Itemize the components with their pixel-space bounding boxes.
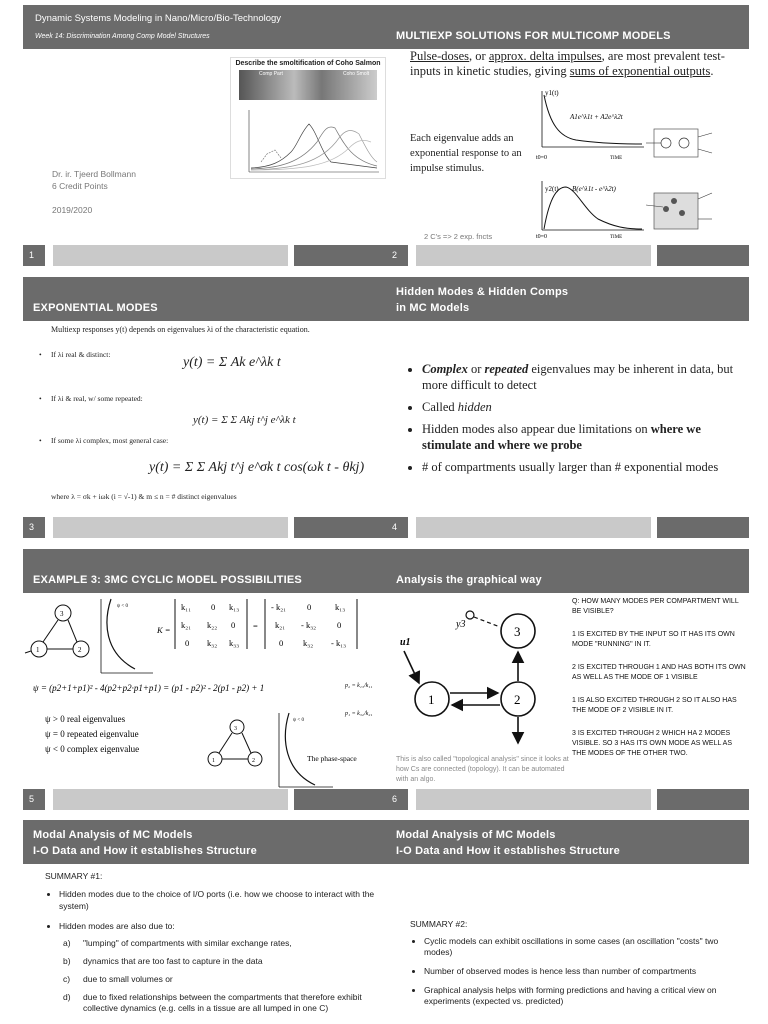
slide-3 bbox=[23, 277, 386, 549]
hidden-modes-list bbox=[406, 361, 749, 475]
slide-number: 3 bbox=[23, 517, 45, 538]
slide-header bbox=[23, 820, 386, 864]
cause-item bbox=[63, 938, 363, 949]
bullet-1 bbox=[422, 361, 749, 393]
cause-label: c) bbox=[63, 974, 71, 984]
bullet-1-rest: eigenvalues may be inherent in data, but more difficult to detect bbox=[422, 362, 734, 392]
equation-3: y(t) = Σ Σ Akj t^j e^σk t cos(ωk t - θkj) bbox=[149, 460, 365, 475]
svg-text:0: 0 bbox=[185, 638, 190, 648]
slide-title bbox=[33, 827, 257, 859]
credits: 6 Credit Points bbox=[52, 181, 108, 191]
output-label: y3 bbox=[456, 619, 466, 630]
cause-text: due to fixed relationships between the compartments that therefore exhibit collective dynamics (e.g. cells in a tissue are all lumped in one C) bbox=[83, 992, 362, 1013]
svg-text:1: 1 bbox=[36, 646, 40, 654]
footer-end bbox=[294, 789, 386, 810]
summary-bullet-3: • Graphical analysis helps with forming predictions and having a critical view on experiments (expected vs. predicted) bbox=[424, 985, 746, 1007]
k-matrix bbox=[156, 599, 357, 649]
slide-1 bbox=[23, 5, 386, 277]
slide-number: 4 bbox=[386, 517, 408, 538]
figure-label-left: Comp Part bbox=[259, 71, 283, 77]
lead-term-3: sums of exponential outputs bbox=[569, 64, 711, 78]
plot1-ylabel: y1(t) bbox=[545, 89, 559, 97]
slide-footer bbox=[23, 789, 386, 810]
phase-space-label: The phase-space bbox=[307, 754, 357, 763]
svg-text:k₂₁: k₂₁ bbox=[275, 620, 286, 630]
modes-explanation bbox=[572, 597, 747, 759]
svg-text:k₃₂: k₃₂ bbox=[207, 638, 218, 648]
psi-negative: ψ < 0 complex eigenvalue bbox=[45, 744, 140, 754]
slide-5 bbox=[23, 549, 386, 821]
salmon-figure bbox=[230, 57, 386, 179]
slide-footer bbox=[386, 245, 749, 266]
slide-header bbox=[23, 5, 386, 49]
svg-text:k₂₂: k₂₂ bbox=[207, 620, 218, 630]
bullet-3 bbox=[422, 421, 749, 453]
plot1-time: TIME bbox=[610, 156, 623, 161]
plot2-formula: B(e^λ1t - e^λ2t) bbox=[572, 185, 616, 193]
plot2-time: TIME bbox=[610, 235, 623, 239]
cause-text: dynamics that are too fast to capture in the data bbox=[83, 956, 263, 966]
footer-bar bbox=[53, 789, 288, 810]
svg-text:- k₃₂: - k₃₂ bbox=[301, 620, 317, 630]
svg-text:k₁₃: k₁₃ bbox=[229, 602, 240, 612]
slide-header bbox=[386, 5, 749, 49]
slide-title bbox=[396, 284, 568, 316]
summary-heading: SUMMARY #2: bbox=[410, 919, 468, 929]
summary-list bbox=[43, 888, 386, 932]
cause-label: d) bbox=[63, 992, 71, 1002]
footer-end bbox=[657, 517, 749, 538]
summary-heading: SUMMARY #1: bbox=[45, 871, 103, 881]
slide-title: EXPONENTIAL MODES bbox=[33, 302, 158, 314]
bullet-3-pre: Hidden modes also appear due limitations on bbox=[422, 422, 651, 436]
bullet-1-mid: or bbox=[467, 362, 485, 376]
graphical-model-diagram bbox=[392, 597, 572, 757]
cause-label: a) bbox=[63, 938, 71, 948]
svg-text:- k₂₁: - k₂₁ bbox=[271, 602, 287, 612]
case-3-text: If some λi complex, most general case: bbox=[51, 436, 169, 445]
footer-end bbox=[294, 517, 386, 538]
slide-6 bbox=[386, 549, 749, 821]
slide-footer bbox=[23, 517, 386, 538]
cause-label: b) bbox=[63, 956, 71, 966]
cause-text: due to small volumes or bbox=[83, 974, 173, 984]
node-1-label: 1 bbox=[428, 692, 435, 707]
slide-4 bbox=[386, 277, 749, 549]
slide-header bbox=[23, 549, 386, 593]
svg-text:0: 0 bbox=[307, 602, 312, 612]
cause-item bbox=[63, 974, 363, 985]
slide-header bbox=[386, 277, 749, 321]
lead-term-2: approx. delta impulses bbox=[488, 49, 602, 63]
answer-3: 1 IS ALSO EXCITED THROUGH 2 SO IT ALSO HAS THE MODE OF 2 VISIBLE IN IT. bbox=[572, 697, 737, 714]
side-text: Each eigenvalue adds an exponential response to an impulse stimulus. bbox=[410, 133, 522, 174]
slide-title-line2: I-O Data and How it establishes Structure bbox=[396, 845, 620, 857]
slide-header bbox=[23, 277, 386, 321]
case-1: • If λi real & distinct: bbox=[39, 350, 111, 359]
intro-text: Multiexp responses y(t) depends on eigenvalues λi of the characteristic equation. bbox=[51, 325, 310, 334]
svg-text:3: 3 bbox=[60, 610, 64, 618]
input-label: u1 bbox=[400, 637, 411, 648]
slide-title: MULTIEXP SOLUTIONS FOR MULTICOMP MODELS bbox=[396, 30, 671, 42]
case-2: • If λi & real, w/ some repeated: bbox=[39, 394, 143, 403]
svg-text:ψ < 0: ψ < 0 bbox=[293, 718, 304, 723]
answer-2: 2 IS EXCITED THROUGH 1 AND HAS BOTH ITS OWN AS WELL AS THE MODE OF 1 VISIBLE bbox=[572, 664, 746, 681]
node-2-label: 2 bbox=[514, 692, 521, 707]
slide-number: 2 bbox=[386, 245, 408, 266]
slide-header bbox=[386, 820, 749, 864]
slide-number: 6 bbox=[386, 789, 408, 810]
svg-text:k₁₁: k₁₁ bbox=[181, 602, 192, 612]
footer-end bbox=[657, 245, 749, 266]
plot1-t0: t0=0 bbox=[536, 155, 548, 161]
equation-1: y(t) = Σ Ak e^λk t bbox=[183, 355, 281, 370]
svg-text:3: 3 bbox=[234, 726, 237, 732]
svg-text:k₂₁: k₂₁ bbox=[181, 620, 192, 630]
svg-text:0: 0 bbox=[231, 620, 236, 630]
footnote: 2 C's => 2 exp. fncts bbox=[424, 232, 493, 241]
psi-positive: ψ > 0 real eigenvalues bbox=[45, 714, 126, 724]
bullet-2-pre: Called bbox=[422, 400, 458, 414]
bullet-1-em2: repeated bbox=[484, 362, 529, 376]
summary-bullet-2: • Number of observed modes is hence less than number of compartments bbox=[424, 966, 746, 977]
slide-title: EXAMPLE 3: 3MC CYCLIC MODEL POSSIBILITIES bbox=[33, 574, 302, 586]
topology-caption: This is also called "topological analysis" since it looks at how Cs are connected (topology). It can be automated with an algo. bbox=[396, 756, 569, 783]
cause-item bbox=[63, 956, 363, 967]
phase-space-plot bbox=[101, 599, 153, 673]
slide-footer bbox=[386, 517, 749, 538]
summary-bullet-2: • Hidden modes are also due to: bbox=[59, 920, 386, 932]
bullet-3-bold: where we stimulate and where we probe bbox=[422, 422, 701, 452]
slide-2 bbox=[386, 5, 749, 277]
slide-title-line2: in MC Models bbox=[396, 302, 470, 314]
answer-4: 3 IS EXCITED THROUGH 2 WHICH HA 2 MODES VISIBLE. SO 3 HAS ITS OWN MODE AS WELL AS THE MODES OF THE OTHER TWO. bbox=[572, 730, 733, 757]
svg-text:p₂ = k₁₃/k₁₁: p₂ = k₁₃/k₁₁ bbox=[345, 683, 373, 689]
cyclic-model-figure bbox=[23, 593, 386, 789]
three-comp-diagram-small bbox=[208, 720, 262, 766]
equation-2: y(t) = Σ Σ Akj t^j e^λk t bbox=[193, 414, 296, 426]
slide-title-line1: Modal Analysis of MC Models bbox=[33, 829, 193, 841]
cause-item bbox=[63, 992, 363, 1014]
summary-bullet-1: • Cyclic models can exhibit oscillations in some cases (an oscillation "costs" two modes) bbox=[424, 936, 746, 958]
slide-7 bbox=[23, 820, 386, 1024]
svg-text:2: 2 bbox=[252, 758, 255, 764]
summary-bullet-1: • Hidden modes due to the choice of I/O ports (i.e. how we choose to interact with the system) bbox=[59, 888, 386, 912]
figure-title: Describe the smoltification of Coho Salmon bbox=[235, 60, 381, 67]
node-3-label: 3 bbox=[514, 624, 521, 639]
slide-8 bbox=[386, 820, 749, 1024]
slide-number: 1 bbox=[23, 245, 45, 266]
cause-text: "lumping" of compartments with similar exchange rates, bbox=[83, 938, 292, 948]
svg-text:k₃₃: k₃₃ bbox=[229, 638, 240, 648]
bullet-4: • # of compartments usually larger than # exponential modes bbox=[422, 459, 749, 475]
footer-bar bbox=[53, 517, 288, 538]
academic-year: 2019/2020 bbox=[52, 205, 93, 215]
slide-title-line2: I-O Data and How it establishes Structure bbox=[33, 845, 257, 857]
three-comp-diagram bbox=[25, 605, 89, 657]
svg-text:p₁ = k₃₂/k₂₁: p₁ = k₃₂/k₂₁ bbox=[345, 711, 373, 717]
salmon-plot bbox=[231, 102, 385, 180]
slide-number: 5 bbox=[23, 789, 45, 810]
answer-1: 1 IS EXCITED BY THE INPUT SO IT HAS ITS OWN MODE "RUNNING" IN IT. bbox=[572, 631, 735, 648]
slide-title: Analysis the graphical way bbox=[396, 574, 542, 586]
svg-text:0: 0 bbox=[211, 602, 216, 612]
svg-text:- k₁₃: - k₁₃ bbox=[331, 638, 347, 648]
summary-list bbox=[408, 936, 746, 1007]
footer-end bbox=[294, 245, 386, 266]
svg-text:K =: K = bbox=[157, 625, 171, 635]
svg-text:k₃₂: k₃₂ bbox=[303, 638, 314, 648]
bullet-2-em: hidden bbox=[457, 400, 492, 414]
hidden-mode-causes bbox=[63, 938, 363, 1014]
plot1-formula: A1e^λ1t + A2e^λ2t bbox=[570, 113, 623, 121]
week-subtitle: Week 14: Discrimination Among Comp Model Structures bbox=[35, 33, 210, 40]
footer-end bbox=[657, 789, 749, 810]
case-1-text: If λi real & distinct: bbox=[51, 350, 111, 359]
svg-text:1: 1 bbox=[212, 758, 215, 764]
impulse-response-plots bbox=[536, 85, 716, 239]
svg-text:2: 2 bbox=[78, 646, 82, 654]
author: Dr. ir. Tjeerd Bollmann bbox=[52, 169, 136, 179]
question: Q: HOW MANY MODES PER COMPARTMENT WILL BE VISIBLE? bbox=[572, 598, 739, 615]
lead-paragraph bbox=[410, 49, 746, 79]
figure-label-right: Coho Smolt bbox=[343, 71, 370, 77]
lead-text-4: , are most prevalent test-inputs in kinetic studies, giving bbox=[410, 49, 725, 78]
where-clause: where λ = σk + iωk (i = √-1) & m ≤ n = # distinct eigenvalues bbox=[51, 492, 237, 501]
bullet-1-em1: Complex bbox=[422, 362, 468, 376]
output-probe bbox=[466, 611, 474, 619]
slide-title bbox=[396, 827, 620, 859]
svg-text:ψ < 0: ψ < 0 bbox=[117, 604, 128, 609]
psi-equation: ψ = (p2+1+p1)² - 4(p2+p2·p1+p1) = (p1 - p2)² - 2(p1 - p2) + 1 bbox=[33, 683, 265, 693]
slide-footer bbox=[386, 789, 749, 810]
block-diagram-2 bbox=[654, 193, 698, 229]
lead-text-6: . bbox=[710, 64, 714, 78]
slide-title-line1: Modal Analysis of MC Models bbox=[396, 829, 556, 841]
case-3: • If some λi complex, most general case: bbox=[39, 436, 169, 445]
footer-bar bbox=[416, 789, 651, 810]
svg-text:k₁₃: k₁₃ bbox=[335, 602, 346, 612]
svg-text:0: 0 bbox=[279, 638, 284, 648]
svg-text:=: = bbox=[253, 621, 258, 631]
footer-bar bbox=[53, 245, 288, 266]
slide-header bbox=[386, 549, 749, 593]
plot2-t0: t0=0 bbox=[536, 234, 548, 239]
plot2-ylabel: y2(t) bbox=[545, 185, 559, 193]
phase-space-plot-small bbox=[279, 713, 333, 787]
footer-bar bbox=[416, 517, 651, 538]
slide-footer bbox=[23, 245, 386, 266]
psi-zero: ψ = 0 repeated eigenvalue bbox=[45, 729, 139, 739]
case-2-text: If λi & real, w/ some repeated: bbox=[51, 394, 143, 403]
footer-bar bbox=[416, 245, 651, 266]
bullet-2 bbox=[422, 399, 749, 415]
slide-title-line1: Hidden Modes & Hidden Comps bbox=[396, 286, 569, 298]
svg-text:0: 0 bbox=[337, 620, 342, 630]
lead-term-1: Pulse-doses bbox=[410, 49, 470, 63]
lead-text-2: , or bbox=[469, 49, 489, 63]
course-title: Dynamic Systems Modeling in Nano/Micro/Bio-Technology bbox=[35, 13, 282, 24]
